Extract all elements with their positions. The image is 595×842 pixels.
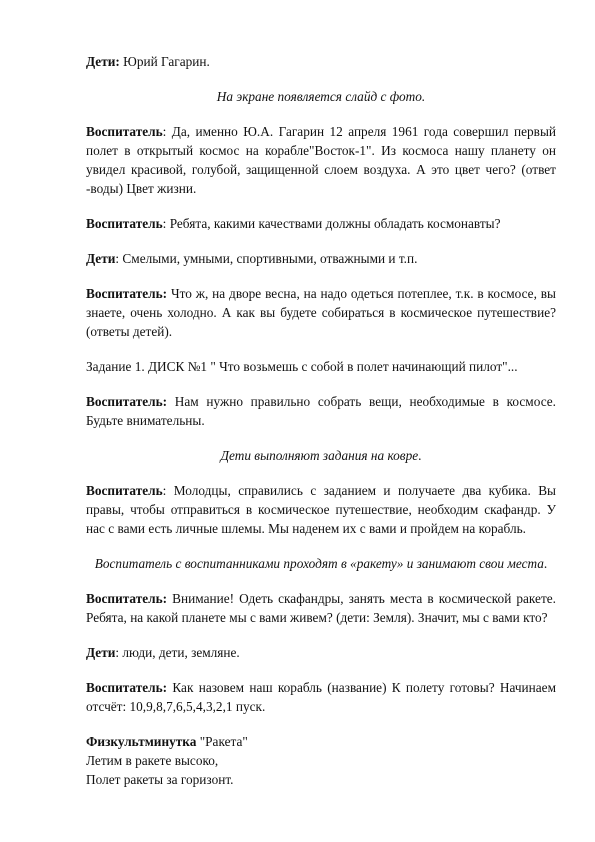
paragraph-task-1: [86, 357, 556, 376]
speaker-label: Воспитатель: [86, 483, 163, 498]
stage-direction-rocket: [86, 554, 556, 573]
exercise-title: "Ракета": [196, 734, 248, 749]
paragraph-exercise-title: [86, 732, 556, 751]
paragraph-children-earthlings: [86, 643, 556, 662]
stage-direction-tail: .: [418, 448, 422, 463]
speaker-label: Воспитатель:: [86, 680, 168, 695]
paragraph-teacher-countdown: [86, 678, 556, 716]
speaker-label: Воспитатель:: [86, 286, 168, 301]
poem-line-1: Летим в ракете высоко,: [86, 753, 219, 768]
stage-direction-text: Дети выполняют задания на ковре: [220, 448, 419, 463]
paragraph-children-qualities: [86, 249, 556, 268]
paragraph-text: Что ж, на дворе весна, на надо одеться потеплее, т.к. в космосе, вы знаете, очень холодно. А как вы будете собираться в космическое путешествие? (ответы детей).: [86, 286, 556, 339]
paragraph-children-answer: [86, 52, 556, 71]
paragraph-teacher-gagarin: [86, 122, 556, 198]
paragraph-text: Внимание! Одеть скафандры, занять места в космической ракете. Ребята, на какой планете мы с вами живем? (дети: Земля). Значит, мы с вами кто?: [86, 591, 556, 625]
speaker-label: Воспитатель: [86, 216, 163, 231]
paragraph-text: Юрий Гагарин.: [119, 54, 210, 69]
speaker-label: Воспитатель:: [86, 394, 168, 409]
paragraph-teacher-spring: [86, 284, 556, 341]
paragraph-teacher-attention: [86, 589, 556, 627]
stage-direction-slide: [86, 87, 556, 106]
paragraph-text: Как назовем наш корабль (название) К полету готовы? Начинаем отсчёт: 10,9,8,7,6,5,4,3,2,1 пуск.: [86, 680, 556, 714]
stage-direction-tail: .: [543, 556, 548, 571]
paragraph-text: : Смелыми, умными, спортивными, отважными и т.п.: [115, 251, 418, 266]
exercise-label: Физкультминутка: [86, 734, 197, 749]
paragraph-text: : Молодцы, справились с заданием и получаете два кубика. Вы правы, чтобы отправиться в космическое путешествие, необходим скафандр. У нас с вами есть личные шлемы. Мы наденем их с вами и пройдем на корабль.: [86, 483, 556, 536]
paragraph-text: : Ребята, какими качествами должны обладать космонавты?: [162, 216, 501, 231]
stage-direction-text: Воспитатель с воспитанниками проходят в «ракету» и занимают свои места: [94, 556, 544, 571]
speaker-label: Дети: [86, 251, 116, 266]
stage-direction-carpet: [86, 446, 556, 465]
paragraph-teacher-pack: [86, 392, 556, 430]
speaker-label: Воспитатель: [86, 124, 163, 139]
paragraph-teacher-spacesuit: [86, 481, 556, 538]
paragraph-text: Задание 1. ДИСК №1 " Что возьмешь с собой в полет начинающий пилот"...: [86, 359, 518, 374]
paragraph-teacher-qualities: [86, 214, 556, 233]
paragraph-text: : люди, дети, земляне.: [115, 645, 240, 660]
speaker-label: Дети:: [86, 54, 120, 69]
paragraph-text: : Да, именно Ю.А. Гагарин 12 апреля 1961 года совершил первый полет в открытый космос на корабле"Восток-1". Из космоса нашу планету он увидел красивой, голубой, защищенной слоем воздуха. А это цвет чего? (ответ -воды) Цвет жизни.: [86, 124, 556, 196]
speaker-label: Дети: [86, 645, 116, 660]
paragraph-text: Нам нужно правильно собрать вещи, необходимые в космосе. Будьте внимательны.: [86, 394, 556, 428]
document-page: [86, 52, 556, 789]
poem-line-2: Полет ракеты за горизонт.: [86, 772, 234, 787]
stage-direction-text: На экране появляется слайд с фото.: [216, 89, 426, 104]
speaker-label: Воспитатель:: [86, 591, 168, 606]
